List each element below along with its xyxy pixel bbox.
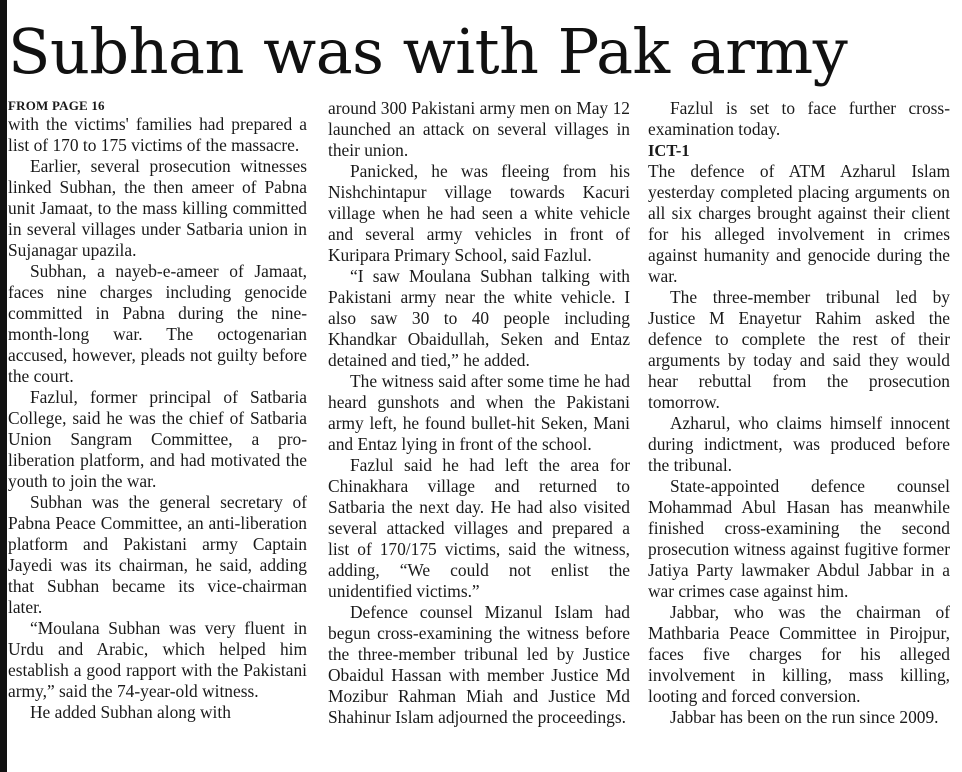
paragraph: “Moulana Subhan was very fluent in Urdu and Arabic, which helped him establish a good rapport with the Pakistani army,” said the 74-year-old witness. [8, 618, 307, 701]
paragraph: Fazlul is set to face further cross-examination today. [648, 98, 950, 139]
paragraph: “I saw Moulana Subhan talking with Pakistani army near the white vehicle. I also saw 30 to 40 people including Khandkar Obaidullah, Seken and Entaz detained and tied,” he added. [328, 266, 630, 370]
paragraph: Jabbar has been on the run since 2009. [670, 707, 939, 727]
paragraph: around 300 Pakistani army men on May 12 launched an attack on several villages in their union. [328, 98, 630, 160]
paragraph: Fazlul said he had left the area for Chinakhara village and returned to Satbaria the next day. He had also visited several attacked villages and prepared a list of 170/175 victims, said the witness, adding, “We could not enlist the unidentified victims.” [328, 455, 630, 601]
paragraph: Subhan was the general secretary of Pabna Peace Committee, an anti-liberation platform and Pakistani army Captain Jayedi was its chairman, he said, adding that Subhan became its vice-chairman later. [8, 492, 307, 617]
paragraph: Defence counsel Mizanul Islam had begun cross-examining the witness before the three-member tribunal led by Justice Obaidul Hassan with member Justice Md Mozibur Rahman Miah and Justice Md Shahinur Islam adjourned the proceedings. [328, 602, 630, 727]
continuation-kicker: FROM PAGE 16 [8, 98, 105, 113]
paragraph: Earlier, several prosecution witnesses linked Subhan, the then ameer of Pabna unit Jamaat, to the mass killing committed in several villages under Satbaria union in Sujanagar upazila. [8, 156, 307, 260]
headline: Subhan was with Pak army [8, 15, 848, 88]
paragraph: The defence of ATM Azharul Islam yesterday completed placing arguments on all six charges brought against their client for his alleged involvement in crimes against humanity and genocide during the war. [648, 161, 950, 286]
paragraph: He added Subhan along with [30, 702, 231, 722]
paragraph: with the victims' families had prepared a list of 170 to 175 victims of the massacre. [8, 114, 307, 155]
article-column-1 [8, 98, 307, 772]
section-subhead: ICT-1 [648, 141, 690, 160]
paragraph: The witness said after some time he had heard gunshots and when the Pakistani army left, he found bullet-hit Seken, Mani and Entaz lying in front of the school. [328, 371, 630, 454]
article-column-3 [648, 98, 950, 772]
paragraph: Fazlul, former principal of Satbaria College, said he was the chief of Satbaria Union Sangram Committee, a pro-liberation platform, and had motivated the youth to join the war. [8, 387, 307, 491]
paragraph: The three-member tribunal led by Justice M Enayetur Rahim asked the defence to complete the rest of their arguments by today and said they would hear rebuttal from the prosecution tomorrow. [648, 287, 950, 412]
paragraph: Azharul, who claims himself innocent during indictment, was produced before the tribunal. [648, 413, 950, 475]
paragraph: State-appointed defence counsel Mohammad Abul Hasan has meanwhile finished cross-examining the second prosecution witness against fugitive former Jatiya Party lawmaker Abdul Jabbar in a war crimes case against him. [648, 476, 950, 601]
paragraph: Jabbar, who was the chairman of Mathbaria Peace Committee in Pirojpur, faces five charges for his alleged involvement in killing, mass killing, looting and forced conversion. [648, 602, 950, 706]
article-column-2 [328, 98, 630, 772]
paragraph: Subhan, a nayeb-e-ameer of Jamaat, faces nine charges including genocide committed in Pabna during the nine-month-long war. The octogenarian accused, however, pleads not guilty before the court. [8, 261, 307, 386]
paragraph: Panicked, he was fleeing from his Nishchintapur village towards Kacuri village when he had seen a white vehicle and several army vehicles in front of Kuripara Primary School, said Fazlul. [328, 161, 630, 265]
left-margin-rule [0, 0, 7, 772]
